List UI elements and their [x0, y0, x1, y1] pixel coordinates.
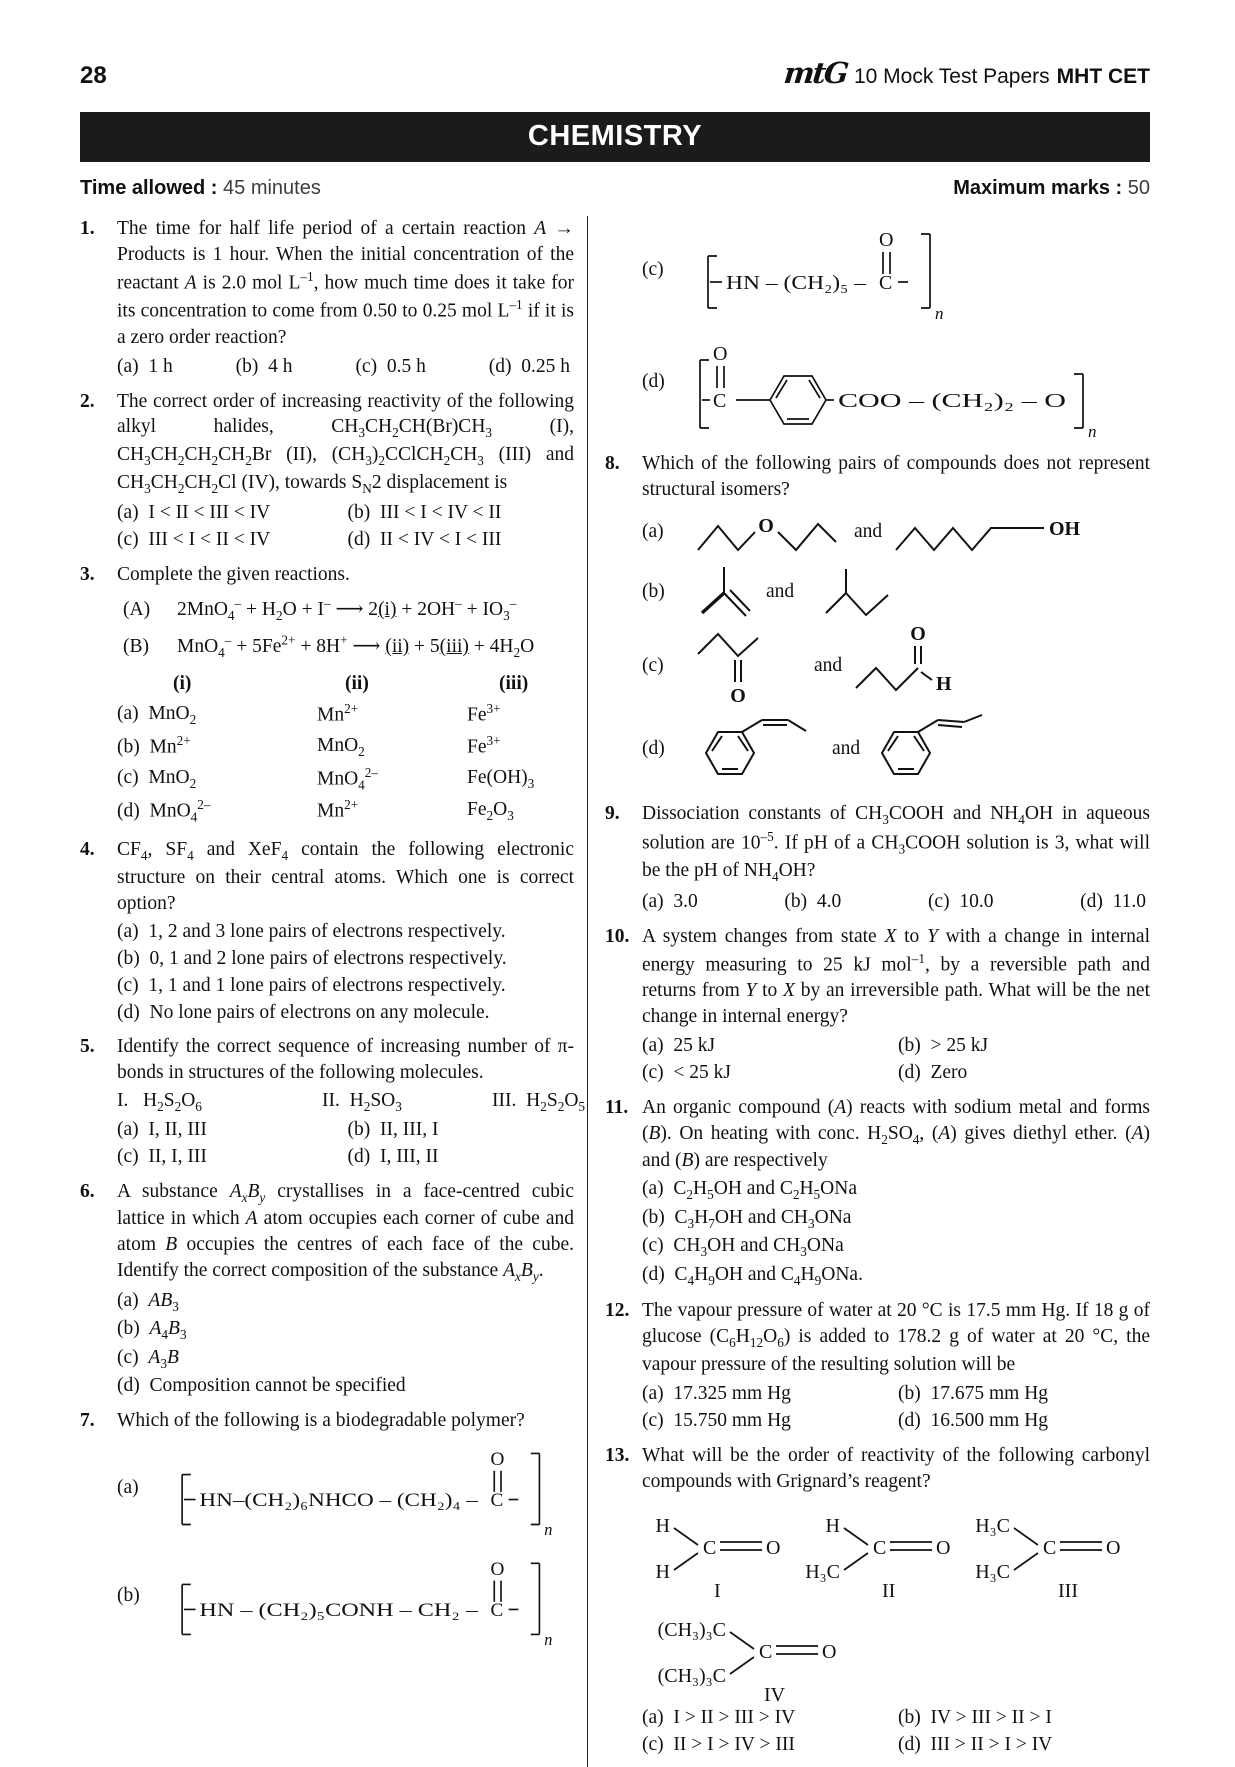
question-2-option-b: (b) III < I < IV < II — [347, 502, 502, 524]
question-2-option-a: (a) I < II < III < IV — [117, 502, 271, 524]
question-7-text: Which of the following is a biodegradable polymer? — [117, 1410, 525, 1432]
question-5-options — [117, 1116, 574, 1170]
carbonyl-structure-IV — [642, 1604, 872, 1704]
svg-text:O: O — [936, 1537, 951, 1560]
series-title: 10 Mock Test Papers — [853, 65, 1050, 88]
question-8-option-c-label: (c) — [642, 654, 664, 676]
svg-text:C: C — [713, 390, 727, 412]
question-11-option-d: (d) $C_4H_9OH$ and $C_4H_9ONa$. — [642, 1263, 863, 1288]
svg-text:II: II — [882, 1580, 896, 1601]
question-10-option-b: (b) > 25 kJ — [898, 1035, 989, 1057]
question-4-option-a: (a) 1, 2 and 3 lone pairs of electrons respectively. — [117, 920, 506, 942]
svg-text:H₃C: H₃C — [805, 1561, 840, 1584]
question-3-row-b: (b) $Mn^{2+}$ MnO$_2$ $Fe^{3+}$ — [117, 732, 501, 759]
question-1 — [80, 216, 574, 380]
question-columns — [80, 216, 1150, 1767]
question-4-number: 4. — [80, 839, 95, 861]
question-2 — [80, 389, 574, 553]
svg-text:(CH₃)₃C: (CH₃)₃C — [657, 1619, 726, 1642]
svg-text:C: C — [490, 1600, 504, 1622]
question-9-option-d: (d) 11.0 — [1080, 890, 1146, 912]
question-11-text: An organic compound (A) reacts with sodium metal and forms (B). On heating with conc. $H_2SO_4$, (A) gives diethyl ether. (A) and (B) are respectively — [642, 1096, 1150, 1172]
question-6-option-d: (d) Composition cannot be specified — [117, 1375, 406, 1397]
svg-text:O: O — [713, 343, 728, 365]
question-8-option-a-label: (a) — [642, 520, 664, 542]
question-12-number: 12. — [605, 1300, 630, 1322]
question-6-number: 6. — [80, 1180, 95, 1202]
exam-meta — [80, 177, 1150, 200]
brand-header — [784, 56, 1150, 90]
molecule-I: I. $H_2S_2O_6$ — [117, 1090, 202, 1115]
mtg-logo: mtG — [782, 56, 849, 90]
propenylbenzene-cis-skeletal — [870, 709, 998, 789]
time-allowed: Time allowed : 45 minutes — [80, 177, 321, 199]
svg-text:C: C — [879, 272, 893, 294]
question-8-option-d-label: (d) — [642, 737, 665, 759]
question-11-option-a: (a) $C_2H_5OH$ and $C_2H_5ONa$ — [642, 1178, 857, 1203]
svg-text:n: n — [935, 304, 944, 322]
question-4-option-c: (c) 1, 1 and 1 lone pairs of electrons respectively. — [117, 974, 506, 996]
question-2-number: 2. — [80, 390, 95, 412]
question-8-text: Which of the following pairs of compounds does not represent structural isomers? — [642, 453, 1150, 500]
page-header — [80, 56, 1150, 90]
question-9-text: Dissociation constants of $CH_3COOH$ and $NH_4OH$ in aqueous solution are $10^{-5}$. If pH of a $CH_3COOH$ solution is 3, what will be the pH of $NH_4OH$? — [642, 802, 1151, 885]
question-1-text: The time for half life period of a certain reaction A → Products is 1 hour. When the initial concentration of the reactant A is 2.0 mol $L^{-1}$, how much time does it take for its concentration to come from 0.50 to 0.25 mol $L^{-1}$ if it is a zero order reaction? — [117, 218, 575, 348]
branched-alkene-skeletal — [694, 561, 756, 623]
polymer-structure-d — [686, 324, 1136, 440]
page-number: 28 — [80, 62, 107, 89]
question-12-option-b: (b) 17.675 mm Hg — [898, 1382, 1049, 1404]
isomer-pair-a: (a) O and OH — [642, 506, 1150, 558]
question-4-option-b: (b) 0, 1 and 2 lone pairs of electrons respectively. — [117, 947, 507, 969]
maximum-marks: Maximum marks : 50 — [953, 177, 1150, 199]
question-7-option-c-label: (c) — [642, 259, 664, 281]
right-column — [587, 216, 1150, 1767]
question-1-option-c: (c) 0.5 h — [355, 355, 426, 377]
question-10-option-d: (d) Zero — [898, 1061, 968, 1083]
subject-banner — [80, 112, 1150, 162]
question-12-option-c: (c) 15.750 mm Hg — [642, 1409, 791, 1431]
question-3 — [80, 562, 574, 829]
question-9-option-c: (c) 10.0 — [927, 890, 994, 912]
question-5-option-a: (a) I, II, III — [117, 1118, 207, 1140]
question-3-row-d: (d) MnO$_4^{2-}$ $Mn^{2+}$ $Fe_2O_3$ — [117, 797, 514, 825]
question-1-option-b: (b) 4 h — [235, 355, 293, 377]
question-10-text: A system changes from state X to Y with a change in internal energy measuring to 25 kJ mol$^{-1}$, by a reversible path and returns from Y to X by an irreversible path. What will be the net change in internal energy? — [642, 925, 1151, 1028]
question-6-option-a: (a) $AB_3$ — [117, 1289, 179, 1314]
question-7-option-b-label: (b) — [117, 1585, 140, 1607]
question-7-number: 7. — [80, 1410, 95, 1432]
svg-text:O: O — [822, 1641, 837, 1664]
carbonyl-structure-II — [796, 1498, 964, 1600]
svg-text:O: O — [758, 514, 774, 537]
question-3-text: Complete the given reactions. — [117, 563, 350, 585]
question-2-options — [117, 499, 574, 553]
isomer-pair-b: (b) and — [642, 561, 1150, 623]
question-8-option-b-label: (b) — [642, 580, 665, 602]
svg-text:C: C — [1043, 1537, 1057, 1560]
carbonyl-compounds-row-1 — [642, 1498, 1150, 1600]
svg-text:HN – (CH₂)₅CONH – CH₂ –: HN – (CH₂)₅CONH – CH₂ – — [199, 1600, 479, 1622]
question-10-options — [642, 1032, 1150, 1086]
isomer-pair-c: (c) O and O H — [642, 626, 1150, 706]
svg-text:COO – (CH₂)₂ – O: COO – (CH₂)₂ – O — [838, 390, 1066, 412]
isomer-pair-d: (d) and — [642, 709, 1150, 789]
svg-text:H₃C: H₃C — [975, 1561, 1010, 1584]
question-2-option-d: (d) II < IV < I < III — [347, 528, 502, 550]
question-1-options — [117, 353, 574, 380]
svg-text:H: H — [825, 1515, 840, 1538]
svg-text:O: O — [879, 229, 894, 251]
question-13-option-c: (c) II > I > IV > III — [642, 1734, 795, 1756]
question-9-number: 9. — [605, 802, 620, 824]
svg-text:C: C — [490, 1490, 504, 1512]
question-5-option-b: (b) II, III, I — [347, 1118, 439, 1140]
ether-skeletal — [694, 506, 844, 558]
svg-text:O: O — [730, 684, 746, 706]
svg-text:H₃C: H₃C — [975, 1515, 1010, 1538]
svg-text:III: III — [1058, 1580, 1078, 1601]
question-11-option-c: (c) $CH_3OH$ and $CH_3ONa$ — [642, 1235, 844, 1260]
question-13-options — [642, 1704, 1150, 1758]
question-12-option-d: (d) 16.500 mm Hg — [898, 1409, 1049, 1431]
question-7 — [80, 1408, 574, 1652]
svg-text:O: O — [1106, 1537, 1121, 1560]
exam-name: MHT CET — [1056, 65, 1150, 88]
question-2-text: The correct order of increasing reactivity of the following alkyl halides, $CH_3CH_2CH(Br)CH_3$ (I), $CH_3CH_2CH_2CH_2Br$ (II), $(CH_3)_2CClCH_2CH_3$ (III) and $CH_3CH_2CH_2Cl$ (IV), towards $S_N2$ displacement is — [117, 390, 574, 496]
question-11-option-b: (b) $C_3H_7OH$ and $CH_3ONa$ — [642, 1206, 852, 1231]
svg-text:IV: IV — [764, 1684, 786, 1705]
reaction-B: (B) $MnO_4^- + 5Fe^{2+} + 8H^+$ ⟶ $(ii) + 5(iii) + 4H_2O$ — [123, 632, 535, 661]
question-10 — [605, 924, 1150, 1086]
svg-text:C: C — [873, 1537, 887, 1560]
propenylbenzene-trans-skeletal — [694, 709, 822, 789]
left-column — [80, 216, 587, 1767]
question-6-option-b: (b) $A_4B_3$ — [117, 1318, 187, 1343]
question-2-option-c: (c) III < I < II < IV — [117, 528, 271, 550]
polymer-structure-a-row — [117, 1436, 574, 1540]
butanone-skeletal — [694, 626, 804, 706]
question-9 — [605, 801, 1150, 915]
svg-text:H: H — [936, 672, 952, 695]
butanal-skeletal — [852, 626, 982, 706]
isopentane-skeletal — [804, 561, 904, 623]
polymer-structure-a — [161, 1436, 574, 1540]
polymer-structure-d-row — [642, 324, 1150, 440]
question-12-options — [642, 1380, 1150, 1434]
question-12 — [605, 1298, 1150, 1433]
question-13-option-a: (a) I > II > III > IV — [642, 1707, 796, 1729]
question-5 — [80, 1034, 586, 1169]
question-5-text: Identify the correct sequence of increasing number of π-bonds in structures of the following molecules. — [117, 1036, 574, 1084]
question-4-text: $CF_4$, $SF_4$ and XeF$_4$ contain the following electronic structure on their central atoms. Which one is correct option? — [117, 839, 574, 914]
question-8-number: 8. — [605, 453, 620, 474]
question-1-number: 1. — [80, 218, 95, 239]
svg-text:HN – (CH₂)₅ –: HN – (CH₂)₅ – — [726, 272, 868, 294]
question-11-number: 11. — [605, 1096, 629, 1118]
svg-text:I: I — [714, 1580, 721, 1601]
polymer-structure-c-row — [642, 218, 1150, 322]
carbonyl-structure-III — [966, 1498, 1134, 1600]
question-3-number: 3. — [80, 563, 95, 585]
question-3-row-c: (c) MnO$_2$ MnO$_4^{2-}$ $Fe(OH)_3$ — [117, 764, 535, 792]
question-5-molecules — [117, 1088, 586, 1116]
carbonyl-structure-I — [642, 1498, 794, 1600]
question-1-option-a: (a) 1 h — [117, 355, 173, 377]
question-8 — [605, 451, 1150, 792]
question-10-option-c: (c) < 25 kJ — [642, 1061, 731, 1083]
svg-text:H: H — [655, 1515, 670, 1538]
subject-title: CHEMISTRY — [527, 120, 703, 152]
polymer-structure-b-row — [117, 1542, 574, 1650]
question-11 — [605, 1095, 1150, 1290]
question-9-option-b: (b) 4.0 — [784, 890, 842, 912]
question-12-text: The vapour pressure of water at 20 °C is 17.5 mm Hg. If 18 g of glucose $(C_6H_{12}O_6)$ is added to 178.2 g of water at 20 °C, the vapour pressure of the resulting solution will be — [642, 1300, 1150, 1375]
polymer-structure-b — [161, 1542, 574, 1650]
question-13-number: 13. — [605, 1444, 630, 1466]
question-7-option-a-label: (a) — [117, 1477, 139, 1499]
carbonyl-compounds-row-2 — [642, 1604, 1150, 1704]
svg-text:H: H — [655, 1561, 670, 1584]
question-10-number: 10. — [605, 925, 630, 947]
question-13 — [605, 1443, 1150, 1759]
question-7-continued — [605, 216, 1150, 442]
question-7-option-d-label: (d) — [642, 371, 665, 393]
polymer-structure-c — [686, 218, 966, 322]
question-6-text: A substance $A_xB_y$ crystallises in a face-centred cubic lattice in which A atom occupies each corner of cube and atom B occupies the centres of each face of the cube. Identify the correct composition of the substance $A_xB_y$. — [117, 1180, 574, 1284]
question-3-table-header: (i) (ii) (iii) — [173, 672, 529, 694]
pentanol-skeletal — [892, 506, 1117, 558]
svg-text:O: O — [910, 625, 926, 645]
question-12-option-a: (a) 17.325 mm Hg — [642, 1382, 791, 1404]
question-13-text: What will be the order of reactivity of the following carbonyl compounds with Grignard’s reagent? — [642, 1444, 1150, 1492]
question-3-row-a: (a) MnO$_2$ $Mn^{2+}$ $Fe^{3+}$ — [117, 701, 501, 727]
question-13-option-d: (d) III > II > I > IV — [898, 1734, 1053, 1756]
question-5-option-c: (c) II, I, III — [117, 1145, 207, 1167]
question-1-option-d: (d) 0.25 h — [488, 355, 570, 377]
svg-text:(CH₃)₃C: (CH₃)₃C — [657, 1665, 726, 1688]
question-6 — [80, 1179, 574, 1399]
svg-text:n: n — [544, 1630, 553, 1650]
reaction-A: (A) $2MnO_4^- + H_2O + I^-$ ⟶ $2(i) + 2OH^- + IO_3^-$ — [123, 595, 517, 624]
question-13-option-b: (b) IV > III > II > I — [898, 1707, 1052, 1729]
svg-text:n: n — [1088, 422, 1097, 440]
svg-text:HN–(CH₂)₆NHCO – (CH₂)₄ –: HN–(CH₂)₆NHCO – (CH₂)₄ – — [199, 1490, 479, 1512]
svg-text:n: n — [544, 1520, 553, 1540]
question-9-option-a: (a) 3.0 — [642, 890, 698, 912]
svg-text:O: O — [766, 1537, 781, 1560]
question-5-number: 5. — [80, 1036, 95, 1058]
svg-text:O: O — [490, 1448, 505, 1470]
svg-text:OH: OH — [1049, 517, 1081, 540]
molecule-III: III. $H_2S_2O_5$ — [492, 1090, 586, 1115]
question-4 — [80, 837, 574, 1025]
svg-text:C: C — [703, 1537, 717, 1560]
question-9-options — [642, 888, 1150, 915]
molecule-II: II. $H_2SO_3$ — [322, 1090, 402, 1115]
question-6-option-c: (c) $A_3B$ — [117, 1346, 179, 1371]
question-4-option-d: (d) No lone pairs of electrons on any molecule. — [117, 1001, 490, 1023]
question-5-option-d: (d) I, III, II — [347, 1145, 439, 1167]
svg-text:C: C — [759, 1641, 773, 1664]
question-10-option-a: (a) 25 kJ — [642, 1035, 716, 1057]
svg-text:O: O — [490, 1558, 505, 1580]
